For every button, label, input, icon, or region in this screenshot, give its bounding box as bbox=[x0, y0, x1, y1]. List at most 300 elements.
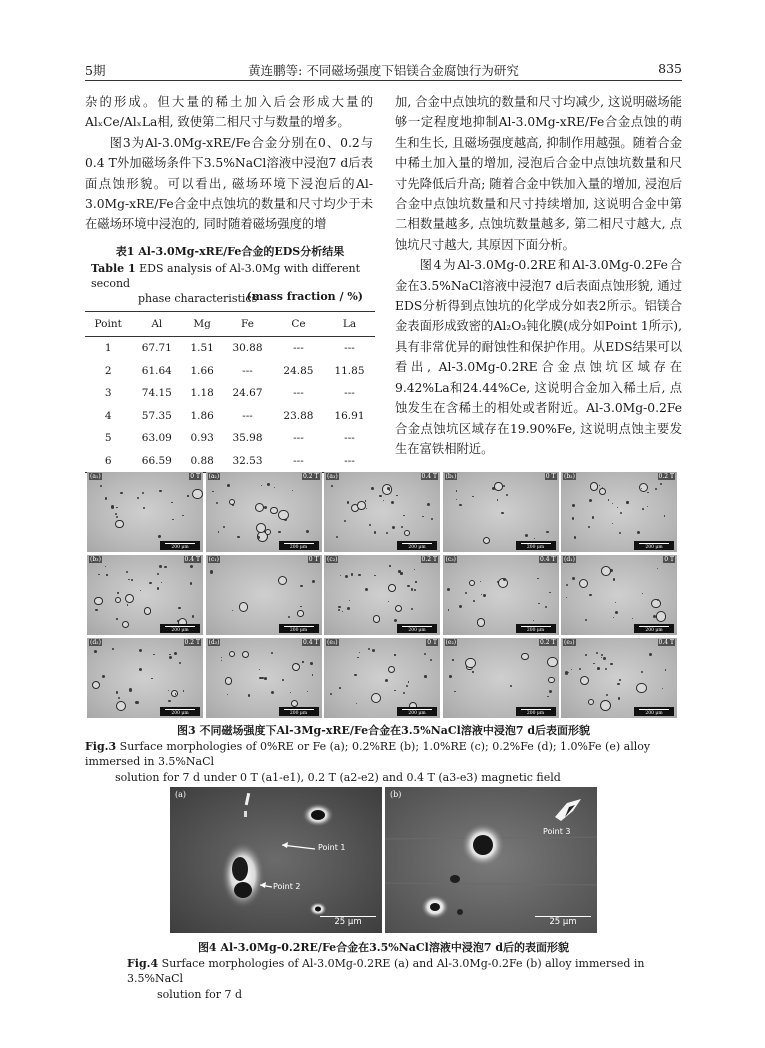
panel-label: (b) bbox=[390, 790, 402, 799]
panel-label: (b₂) bbox=[564, 473, 575, 480]
pit-mark bbox=[357, 501, 366, 510]
pit-mark bbox=[657, 568, 658, 569]
pit-mark bbox=[545, 606, 547, 608]
right-column bbox=[395, 92, 682, 459]
pit-mark bbox=[339, 687, 341, 689]
scale-bar-text: 200 μm bbox=[645, 628, 663, 633]
pit-mark bbox=[307, 691, 308, 692]
table-cell: 1.18 bbox=[190, 387, 214, 400]
table-cell: --- bbox=[242, 409, 253, 422]
pit-mark bbox=[192, 615, 195, 618]
scale-bar bbox=[279, 624, 319, 633]
table-header-row bbox=[85, 312, 375, 337]
scale-bar-text: 200 μm bbox=[526, 628, 545, 633]
panel-label: (c₁) bbox=[208, 556, 219, 563]
pit-mark bbox=[115, 513, 117, 515]
pit-mark bbox=[351, 573, 354, 576]
scale-bar bbox=[634, 707, 674, 716]
field-strength-label: 0.4 T bbox=[184, 556, 200, 563]
pit-mark bbox=[503, 578, 505, 580]
table-row bbox=[85, 337, 375, 360]
pit-mark bbox=[459, 504, 461, 506]
table-cell: --- bbox=[344, 342, 355, 355]
pit-mark bbox=[547, 657, 557, 667]
scale-bar-text: 25 μm bbox=[549, 917, 577, 927]
pit-mark bbox=[153, 654, 154, 655]
pit-mark bbox=[115, 597, 121, 603]
pit-mark bbox=[588, 526, 590, 528]
scale-bar-line bbox=[639, 709, 669, 710]
pit-mark bbox=[599, 488, 606, 495]
table-cell: 61.64 bbox=[141, 364, 172, 377]
scale-bar bbox=[634, 624, 674, 633]
pit-mark bbox=[212, 491, 214, 493]
pit-mark bbox=[459, 605, 462, 608]
pit-mark bbox=[288, 616, 290, 618]
pit-mark bbox=[593, 663, 595, 665]
pit-mark bbox=[388, 601, 389, 602]
pit-mark bbox=[452, 659, 453, 660]
pit-mark bbox=[100, 485, 102, 487]
pit-mark bbox=[647, 506, 648, 507]
pit-mark bbox=[365, 588, 368, 591]
pit-mark bbox=[597, 667, 600, 670]
pit-mark bbox=[342, 611, 343, 612]
pit-mark bbox=[619, 679, 621, 681]
sem-micrograph bbox=[87, 638, 203, 718]
table-cell: 4 bbox=[104, 409, 112, 422]
sem-image-b bbox=[385, 787, 597, 933]
table-row bbox=[85, 405, 375, 428]
pit-mark bbox=[218, 531, 220, 533]
pit-mark bbox=[456, 499, 457, 500]
pit-mark bbox=[210, 570, 213, 573]
pit-mark bbox=[503, 485, 505, 487]
pit-mark bbox=[302, 661, 303, 662]
pit-mark bbox=[159, 565, 162, 568]
scale-bar bbox=[397, 624, 437, 633]
pit-mark bbox=[116, 691, 118, 693]
scale-bar bbox=[160, 541, 200, 550]
figure4-panel-b bbox=[385, 787, 597, 933]
panel-label: (a₁) bbox=[90, 473, 101, 480]
pit-mark bbox=[483, 537, 491, 545]
column-header: Al bbox=[151, 318, 163, 330]
field-strength-label: 0.4 T bbox=[658, 639, 674, 646]
table-cell: --- bbox=[344, 454, 355, 467]
panel-label: (d₃) bbox=[208, 639, 220, 646]
pit-mark bbox=[164, 566, 166, 568]
pit-mark bbox=[297, 664, 298, 665]
table1-caption-zh: 表1 Al-3.0Mg-xRE/Fe合金的EDS分析结果 bbox=[115, 245, 345, 258]
point2-label: Point 2 bbox=[273, 882, 301, 891]
pit-mark bbox=[403, 515, 404, 516]
field-strength-label: 0.4 T bbox=[540, 556, 556, 563]
pit-mark bbox=[465, 592, 467, 594]
scale-bar bbox=[535, 914, 591, 927]
pit-mark bbox=[227, 484, 230, 487]
pit-mark bbox=[655, 488, 657, 490]
issue-number: 5期 bbox=[85, 63, 106, 78]
pit-mark bbox=[596, 652, 598, 654]
pit-mark bbox=[340, 575, 341, 576]
pit-mark bbox=[632, 618, 633, 619]
scale-bar-line bbox=[521, 626, 551, 627]
pit-mark bbox=[125, 594, 134, 603]
table-cell: 1.66 bbox=[190, 364, 214, 377]
panel-label: (d₁) bbox=[564, 556, 575, 563]
scale-bar-text: 200 μm bbox=[526, 545, 545, 550]
panel-label: (a₂) bbox=[208, 473, 220, 480]
pit-mark bbox=[349, 600, 350, 601]
pit-mark bbox=[636, 683, 646, 693]
paragraph: 加, 合金中点蚀坑的数量和尺寸均减少, 这说明磁场能够一定程度地抑制Al-3.0Mg-xRE/Fe合金点蚀的萌生和生长, 且磁场强度越高, 抑制作用越强。随着合金中稀土加入量的增加, 浸泡后合金中点蚀坑数量和尺寸先降低后升高; 随着合金中铁加入量的增加, 浸泡后合金中点蚀坑数量和尺寸持续增加, 这说明合金中第二相数量越多, 点蚀坑数量越多, 第二相尺寸越大, 点蚀坑尺寸越大, 其原因下面分析。 bbox=[395, 95, 682, 252]
pit-mark bbox=[178, 607, 181, 610]
sem-micrograph bbox=[87, 555, 203, 635]
pit-mark bbox=[538, 603, 539, 604]
table-cell: 5 bbox=[104, 432, 112, 445]
pit-mark bbox=[411, 588, 413, 590]
pit-mark bbox=[473, 600, 475, 602]
figure4-caption-en-line2: solution for 7 d bbox=[157, 987, 242, 1001]
pit-mark bbox=[662, 688, 663, 689]
pit-mark bbox=[221, 660, 222, 661]
pit-mark bbox=[143, 507, 145, 509]
scale-bar-text: 200 μm bbox=[645, 711, 663, 716]
scale-bar bbox=[397, 707, 437, 716]
pit-mark bbox=[264, 677, 267, 680]
sem-micrograph bbox=[561, 638, 677, 718]
sem-micrograph bbox=[443, 472, 559, 552]
pit-mark bbox=[568, 672, 569, 673]
pit-mark bbox=[139, 649, 142, 652]
pit-mark bbox=[647, 492, 649, 494]
pit-mark bbox=[615, 611, 618, 614]
sem-micrograph bbox=[324, 638, 440, 718]
field-strength-label: 0.4 T bbox=[303, 639, 319, 646]
pit-mark bbox=[472, 671, 473, 672]
pit-mark bbox=[585, 654, 587, 656]
pit-mark bbox=[391, 501, 394, 504]
table-cell: 6 bbox=[104, 454, 112, 467]
pit-mark bbox=[330, 693, 333, 696]
scale-bar bbox=[160, 624, 200, 633]
pit-mark bbox=[129, 688, 132, 691]
pit-mark bbox=[580, 676, 589, 685]
pit-mark bbox=[306, 530, 309, 533]
pit-mark bbox=[620, 512, 622, 514]
scale-bar-line bbox=[521, 709, 551, 710]
pit-mark bbox=[394, 619, 397, 622]
field-strength-label: 0.2 T bbox=[540, 639, 556, 646]
pit-mark bbox=[371, 487, 374, 490]
pit-mark bbox=[139, 668, 142, 671]
field-strength-label: 0.2 T bbox=[421, 556, 437, 563]
pit-mark bbox=[565, 671, 568, 674]
pit-mark bbox=[278, 576, 287, 585]
pit-mark bbox=[400, 572, 403, 575]
pit-mark bbox=[601, 566, 611, 576]
pit-mark bbox=[386, 532, 388, 534]
panel-label: (e₁) bbox=[327, 639, 338, 646]
pit-mark bbox=[336, 536, 338, 538]
pit-mark bbox=[469, 580, 475, 586]
scale-bar-text: 200 μm bbox=[408, 545, 426, 550]
field-strength-label: 0.2 T bbox=[658, 473, 674, 480]
left-column bbox=[85, 92, 373, 235]
pit-mark bbox=[574, 536, 577, 539]
scale-bar-line bbox=[402, 709, 432, 710]
pit-mark bbox=[414, 569, 415, 570]
figure3-caption-en-line1: Surface morphologies of 0%RE or Fe (a); 0.2%RE (b); 1.0%RE (c); 0.2%Fe (d); 1.0%Fe (e) alloy immersed in 3.5%NaCl bbox=[85, 739, 651, 768]
table1-caption-en-line1: EDS analysis of Al-3.0Mg with different second bbox=[91, 262, 361, 290]
pit-mark bbox=[216, 502, 218, 504]
pit-mark bbox=[506, 494, 508, 496]
pit-mark bbox=[366, 508, 367, 509]
pit-mark bbox=[371, 693, 381, 703]
scale-bar-line bbox=[284, 543, 314, 544]
pit-mark bbox=[158, 535, 160, 537]
pit-mark bbox=[292, 490, 294, 492]
pit-mark bbox=[105, 566, 106, 567]
pit-mark bbox=[270, 507, 278, 515]
pit-mark bbox=[411, 608, 413, 610]
pit-mark bbox=[282, 679, 284, 681]
pit-mark bbox=[618, 697, 620, 699]
pit-mark bbox=[572, 577, 575, 580]
table-cell: 1 bbox=[104, 342, 112, 355]
pit-mark bbox=[592, 516, 595, 519]
pit-mark bbox=[388, 666, 395, 673]
table-cell: --- bbox=[344, 387, 355, 400]
table-cell: 3 bbox=[104, 387, 112, 400]
pit-mark bbox=[192, 489, 203, 500]
table-row bbox=[85, 360, 375, 383]
pit-mark bbox=[549, 592, 551, 594]
pit-mark bbox=[612, 523, 613, 524]
table-cell: 23.88 bbox=[283, 409, 314, 422]
panel-label: (a) bbox=[175, 790, 187, 799]
pit-mark bbox=[115, 520, 123, 528]
pit-mark bbox=[588, 699, 594, 705]
pit-mark bbox=[149, 582, 152, 585]
pit-mark bbox=[372, 649, 375, 652]
pit-mark bbox=[396, 495, 397, 496]
table-cell: --- bbox=[293, 342, 304, 355]
pit-mark bbox=[310, 662, 313, 665]
table-cell: 1.51 bbox=[190, 342, 214, 355]
table-cell: 24.67 bbox=[232, 387, 263, 400]
pit-mark bbox=[534, 538, 535, 539]
table-cell: 35.98 bbox=[232, 432, 263, 445]
table1-label: Table 1 bbox=[91, 262, 136, 275]
point1-label: Point 1 bbox=[318, 843, 346, 852]
table-row bbox=[85, 427, 375, 450]
scale-bar-line bbox=[402, 626, 432, 627]
scale-bar bbox=[634, 541, 674, 550]
pit-mark bbox=[613, 578, 616, 581]
pit-mark bbox=[98, 574, 99, 575]
paragraph: 图4为Al-3.0Mg-0.2RE和Al-3.0Mg-0.2Fe合金在3.5%NaCl溶液中浸泡7 d后表面点蚀形貌, 通过EDS分析得到点蚀坑的化学成分如表2所示。铝镁合金表面形成致密的Al₂O₃钝化膜(成分如Point 1所示), 具有非常优异的耐蚀性和保护作用。从EDS结果可以看出, Al-3.0Mg-0.2RE合金点蚀坑区域存在9.42%La和24.44%Ce, 这说明合金加入稀土后, 点蚀发生在含稀土的相处或者附近。Al-3.0Mg-0.2Fe合金点蚀坑区域存在19.90%Fe, 这说明点蚀主要发生在富铁相附近。 bbox=[395, 258, 682, 456]
figure4-label: Fig.4 bbox=[127, 956, 159, 970]
pit-mark bbox=[660, 483, 662, 485]
pit-mark bbox=[357, 657, 358, 658]
table-cell: --- bbox=[242, 364, 253, 377]
pit-mark bbox=[641, 671, 643, 673]
pit-mark bbox=[617, 507, 618, 508]
scale-bar-line bbox=[165, 626, 195, 627]
field-strength-label: 0.2 T bbox=[303, 473, 319, 480]
pit-mark bbox=[274, 487, 275, 488]
pit-mark bbox=[430, 659, 433, 662]
pit-mark bbox=[168, 700, 171, 703]
pit-mark bbox=[547, 696, 548, 697]
pit-mark bbox=[356, 703, 357, 704]
pit-mark bbox=[312, 674, 313, 675]
pit-mark bbox=[403, 692, 405, 694]
table-cell: 74.15 bbox=[141, 387, 172, 400]
pit-mark bbox=[483, 594, 486, 597]
table-cell: --- bbox=[344, 432, 355, 445]
scale-bar-text: 200 μm bbox=[171, 711, 189, 716]
pit-mark bbox=[619, 532, 621, 534]
pit-mark bbox=[116, 618, 118, 620]
pit-mark bbox=[369, 524, 371, 526]
pit-mark bbox=[223, 526, 225, 528]
pit-mark bbox=[549, 690, 552, 693]
pit-mark bbox=[642, 508, 644, 510]
pit-mark bbox=[221, 657, 223, 659]
figure3-caption-en-line2: solution for 7 d under 0 T (a1-e1), 0.2 T (a2-e2) and 0.4 T (a3-e3) magnetic field bbox=[115, 770, 561, 784]
pit-mark bbox=[92, 681, 100, 689]
pit-mark bbox=[572, 517, 574, 519]
sem-micrograph bbox=[561, 555, 677, 635]
pit-mark bbox=[354, 674, 357, 677]
pit-mark bbox=[264, 506, 267, 509]
table-cell: 1.86 bbox=[190, 409, 214, 422]
page-number: 835 bbox=[658, 61, 682, 76]
pit-mark bbox=[344, 520, 346, 522]
pit-mark bbox=[292, 663, 300, 671]
pit-mark bbox=[521, 653, 529, 661]
pit-mark bbox=[656, 611, 667, 622]
pit-mark bbox=[94, 650, 97, 653]
pit-mark bbox=[267, 483, 269, 485]
pit-mark bbox=[589, 594, 592, 597]
table-cell: 16.91 bbox=[334, 409, 365, 422]
pit-mark bbox=[168, 690, 169, 691]
sem-micrograph bbox=[324, 555, 440, 635]
pit-mark bbox=[229, 499, 235, 505]
figure3-caption-zh: 图3 不同磁场强度下Al-3Mg-xRE/Fe合金在3.5%NaCl溶液中浸泡7 d后表面形貌 bbox=[176, 724, 591, 737]
pit-mark bbox=[533, 620, 534, 621]
pit-mark bbox=[599, 485, 600, 486]
table-cell: 0.93 bbox=[190, 432, 214, 445]
pit-mark bbox=[615, 602, 616, 603]
pit-mark bbox=[358, 574, 360, 576]
pit-mark bbox=[617, 683, 619, 685]
sem-micrograph bbox=[206, 472, 322, 552]
pit-mark bbox=[159, 490, 162, 493]
pit-mark bbox=[605, 668, 607, 670]
running-header bbox=[85, 59, 682, 79]
scale-bar bbox=[279, 541, 319, 550]
pit-mark bbox=[131, 579, 133, 581]
pit-mark bbox=[179, 662, 181, 664]
pit-mark bbox=[257, 536, 259, 538]
pit-mark bbox=[300, 585, 303, 588]
table-cell: 2 bbox=[104, 364, 112, 377]
eds-table bbox=[85, 311, 375, 473]
panel-label: (c₃) bbox=[445, 556, 456, 563]
pit-mark bbox=[120, 492, 122, 494]
pit-mark bbox=[373, 615, 381, 623]
pit-mark bbox=[548, 677, 554, 683]
scale-bar-line bbox=[165, 543, 195, 544]
column-header: Ce bbox=[291, 318, 306, 330]
pit-mark bbox=[608, 499, 609, 500]
scale-bar-line bbox=[284, 709, 314, 710]
pit-mark bbox=[449, 675, 452, 678]
column-header: La bbox=[342, 318, 357, 330]
pit-mark bbox=[465, 658, 475, 668]
pit-mark bbox=[359, 652, 360, 653]
scale-bar-text: 200 μm bbox=[289, 711, 308, 716]
scale-bar-text: 200 μm bbox=[171, 628, 189, 633]
scale-bar-text: 200 μm bbox=[289, 628, 308, 633]
pit-mark bbox=[122, 621, 129, 628]
pit-mark bbox=[407, 585, 409, 587]
pit-mark bbox=[135, 701, 138, 704]
pit-mark bbox=[427, 503, 430, 506]
pit-mark bbox=[157, 573, 159, 575]
pit-mark bbox=[278, 510, 288, 520]
scale-bar-line bbox=[639, 626, 669, 627]
pit-mark bbox=[161, 582, 162, 583]
scale-bar-line bbox=[521, 543, 551, 544]
pit-mark bbox=[431, 518, 433, 520]
pit-mark bbox=[95, 609, 97, 611]
pit-mark bbox=[571, 669, 572, 670]
scale-bar bbox=[279, 707, 319, 716]
pit-mark bbox=[94, 597, 102, 605]
sem-micrograph bbox=[87, 472, 203, 552]
pit-mark bbox=[612, 503, 613, 504]
pit-mark bbox=[105, 497, 108, 500]
pit-mark bbox=[172, 519, 174, 521]
pit-mark bbox=[297, 610, 304, 617]
pit-mark bbox=[271, 652, 274, 655]
pit-mark bbox=[271, 691, 274, 694]
figure4-caption-zh: 图4 Al-3.0Mg-0.2RE/Fe合金在3.5%NaCl溶液中浸泡7 d后的表面形貌 bbox=[197, 941, 570, 954]
scale-bar-line bbox=[639, 543, 669, 544]
pit-mark bbox=[127, 604, 128, 605]
pit-mark bbox=[424, 675, 427, 678]
pit-mark bbox=[546, 531, 548, 533]
table-cell: 24.85 bbox=[283, 364, 314, 377]
scale-bar-line bbox=[284, 626, 314, 627]
running-title: 黄连鹏等: 不同磁场强度下铝镁合金腐蚀行为研究 bbox=[248, 63, 519, 78]
scale-bar-line bbox=[402, 543, 432, 544]
sem-micrograph bbox=[443, 638, 559, 718]
figure4-caption-en bbox=[85, 956, 682, 1003]
pit-mark bbox=[664, 515, 666, 517]
pit-mark bbox=[312, 580, 315, 583]
panel-label: (d₂) bbox=[90, 639, 101, 646]
panel-label: (e₃) bbox=[564, 639, 575, 646]
table-row bbox=[85, 382, 375, 405]
header-rule bbox=[85, 80, 682, 81]
